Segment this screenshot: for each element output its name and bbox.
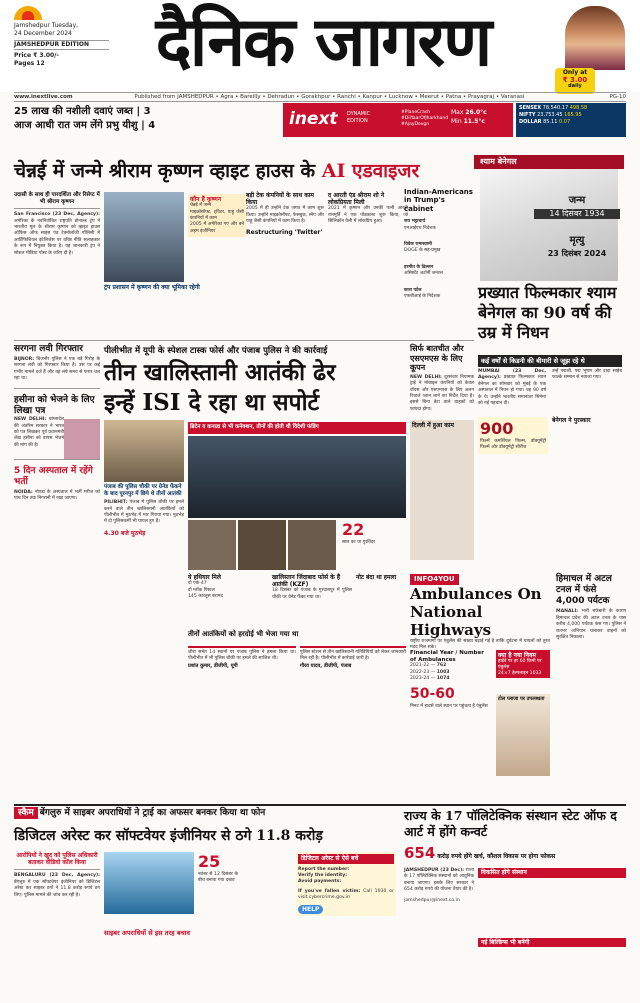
cover-model-photo (565, 6, 625, 70)
quote-box: जीरा समेत 14 स्थानों पर पंजाब पुलिस ने हमला किया था। पीलीभीत में भी पुलिस चौकी पर हमले की साजिश थी। प्रशांत कुमार, डीजीपी, यूपी (188, 646, 296, 669)
cabinet-person: जय भट्टाचार्य एनआईएच निदेशक (404, 219, 436, 231)
arrest-photo (188, 436, 406, 518)
weather: Max 26.0°c Min 11.5°c (451, 109, 487, 125)
inext-brand: inext (289, 109, 338, 129)
story-title[interactable]: हसीना को भेजने के लिए लिखा पत्र (14, 395, 95, 417)
scam-headline[interactable]: डिजिटल अरेस्ट कर सॉफ्टवेयर इंजीनियर से ठगे 11.8 करोड़ (14, 828, 323, 844)
cabinet-person: विवेक रामास्वामी DOGE के सह-प्रमुख (404, 242, 441, 254)
scam-kicker: स्कैम बेंगलुरु में साइबर अपराधियों ने ट्राई का अफसर बनकर किया था फोन (14, 808, 404, 824)
newspaper-title: दैनिक जागरण (155, 2, 491, 82)
publisher-bar (14, 92, 626, 102)
hasina-photo (64, 419, 100, 459)
films-count: 900 (480, 419, 514, 438)
trai-story: सिर्फ बातचीत और एसएमएस के लिए कूपन NEW DELHI: दूरसंचार नियामक ट्राई ने मोबाइल कंपनियों को केवल वॉयस और एसएमएस के लिए अलग रिचार्ज प्लान लाने का निर्देश दिया है। इससे बिना डेटा वाले ग्राहकों को फायदा होगा। (410, 344, 474, 412)
khalistan-headline[interactable]: तीन खालिस्तानी आतंकी ढेर इन्हें ISI दे रहा था सपोर्ट (104, 359, 336, 416)
scam-left: आरोपियों ने खुद को पुलिस अधिकारी बताकर वीडियो कॉल किया BENGALURU (23 Dec, Agency): बेंगलुरु में एक सॉफ्टवेयर इंजीनियर को डिजिटल अरेस्ट कर साइबर ठगों ने 11.8 करोड़ रुपये ठग लिए। पुलिस मामले की जांच कर रही है। (14, 852, 100, 898)
ambulance-table: Financial Year / Number of Ambulances 2021-22 — 762 2022-23 — 1003 2023-24 — 1074 50-60 मिनट में हादसे वाले स्थान पर पहुंचता है एंबुलेंस (410, 650, 492, 710)
digital-arrest-tips: डिजिटल अरेस्ट से ऐसे बचें Report the number: Verify the identity: Avoid payments: If you've fallen victim: Call 1930 or visit cybercrime.gov.in HELP (296, 852, 396, 916)
tourist-story: हिमाचल में अटल टनल में फंसे 4,000 पर्यटक MANALI: भारी बर्फबारी के कारण हिमाचल प्रदेश की अटल टनल के पास करीब 4,000 पर्यटक फंस गए। पुलिस ने रातभर अभियान चलाकर वाहनों को सुरक्षित निकाला। (556, 574, 626, 641)
connection-strip: ब्रिटेन व कनाडा से भी कनेक्शन, तीनों की होती थी विदेशी फंडिंग (188, 422, 406, 434)
trai-side-box: दिल्ली में हुआ काम (410, 420, 474, 560)
terrorist-photo-3 (288, 520, 336, 570)
masthead (0, 0, 640, 92)
story-title[interactable]: 5 दिन अस्पताल में रहेंगे भर्ती (14, 466, 93, 487)
quote-box: पुलिस स्टेशन से तीन खालिस्तानी गतिविधियों को लेकर जानकारी मिल रही है। पीलीभीत में कार्रवाई जारी है। गौरव यादव, डीजीपी, पंजाब (300, 646, 406, 669)
ambulance-illustration: टोल प्लाजा पर उपलब्धता (496, 694, 550, 776)
table-row: 2022-23 — 1003 (410, 669, 450, 675)
krishnan-photo (104, 192, 184, 282)
lead-headline[interactable]: चेन्नई में जन्मे श्रीराम कृष्णन व्हाइट हाउस के AI एडवाइजर (14, 160, 420, 182)
lead-left-column: उदासी के साथ ही पारदर्शिता और रिसेप्ट में भी श्रीराम कृष्णन San Francisco (23 Dec, Agency): अमेरिका के नवनिर्वाचित राष्ट्रपति डोनाल्ड ट्रंप ने भारतीय मूल के श्रीराम कृष्णन को व्हाइट हाउस ऑफिस ऑफ साइंस एंड टेक्नोलॉजी पॉलिसी में आर्टिफिशियल इंटेलिजेंस पर वरिष्ठ नीति सलाहकार के रूप में नियुक्त किया है। यह जानकारी ट्रंप ने सोशल मीडिया पोस्ट के जरिए दी है। (14, 192, 100, 256)
cabinet-person: काश पटेल एफबीआई के निदेशक (404, 287, 441, 300)
who-box: कौन हैं कृष्णन चेन्नई में जन्म माइक्रोसॉफ्ट, ट्विटर, याहू जैसी कंपनियों में काम 2005 में अमेरिका गए और बने अहम इंजीनियर (188, 194, 246, 237)
polytechnic-headline[interactable]: राज्य के 17 पॉलिटेक्निक संस्थान स्टेट ऑफ द आर्ट में होंगे कन्वर्ट (404, 808, 617, 839)
publisher-list: Published from JAMSHEDPUR • Agra • Bareilly • Dehradun • Gorakhpur • Ranchi • Kanpur • Lucknow • Meerut • Patna • Prayagraj • Varanasi (134, 94, 525, 100)
khalistan-photo (104, 420, 184, 482)
lead-col2: बड़ी टेक कंपनियों के साथ काम किया 2005 में ही उन्होंने टेक जगत में काम शुरू किया। उन्होंने माइक्रोसॉफ्ट, फेसबुक, स्नैप और याहू जैसी कंपनियों में काम किया है। Restructuring 'Twitter' (246, 192, 324, 236)
edition-info: Jamshedpur Tuesday, 24 December 2024 JAMSHEDPUR EDITION Price ₹ 3.00/- Pages 12 (14, 22, 109, 68)
obituary-tag: श्याम बेनेगल (474, 155, 624, 169)
inext-edition: DYNAMIC EDITION (347, 111, 371, 124)
price-badge: Only at ₹ 3.00 daily (555, 68, 595, 94)
highway-box: INFO4YOU Ambulances On National Highways राष्ट्रीय राजमार्गों पर एंबुलेंस की संख्या बढ़ाई गई है ताकि दुर्घटना में घायलों को तुरंत मदद मिल सके। (410, 575, 550, 651)
market-box: SENSEX 78,540.17 498.58 NIFTY 23,753.45 165.95 DOLLAR 85.11 0.07 (516, 103, 626, 137)
table-row: 2021-22 — 762 (410, 663, 447, 669)
minutes-badge: 50-60 (410, 686, 455, 703)
story-title[interactable]: सरगना लवी गिरफ्तार (14, 344, 83, 354)
new-rule-box: क्या है नया नियम हाईवे पर हर 60 किमी पर एंबुलेंस 24×7 हेल्पलाइन 1033 (496, 650, 550, 678)
jagran-sun-logo-icon (14, 6, 42, 20)
site-link[interactable]: www.inextlive.com (14, 94, 73, 100)
contact-email: jamshedpur@inext.co.in (404, 897, 460, 903)
days-badge: 25 (198, 852, 221, 871)
crore-badge: 654 (404, 844, 436, 862)
weapons-box: ये हथियार मिले दो एके-47 दो ग्लॉक पिस्टल 145 कारतूस बरामद (188, 574, 223, 600)
tips-box: साइबर अपराधियों से इस तरह बचाव (104, 929, 191, 937)
table-row: 2023-24 — 1074 (410, 676, 450, 682)
obituary-section: श्याम बेनेगल जन्म 14 दिसंबर 1934 मृत्यु 23 दिसंबर 2024 प्रख्यात फिल्मकार श्याम बेनेगल का 90 वर्ष की उम्र में निधन कई वर्षों से किडनी की बीमारी से जूझ रहे थे MUMBAI (23 Dec, Agency): प्रख्यात फिल्मकार श्याम बेनेगल का सोमवार को मुंबई के एक अस्पताल में निधन हो गया। वह 90 वर्ष के थे। उन्होंने भारतीय समानांतर सिनेमा को नई पहचान दी। उन्हें पद्मश्री, पद्म भूषण और दादा साहेब फाल्के सम्मान से नवाजा गया। 900 फिल्में कमर्शियल फिल्म, डॉक्यूमेंट्री फिल्में और डॉक्यूमेंट्री सीरीज बेनेगल ने पुरस्कार (474, 155, 626, 515)
photo-caption: ट्रंप प्रशासन में कृष्णन की क्या भूमिका रहेगी (104, 284, 200, 291)
khalistan-sub: तीनों आतंकियों को हरदोई भी भेजा गया था (188, 630, 299, 638)
help-badge: HELP (298, 905, 323, 915)
cyber-illustration (104, 852, 194, 914)
killed-photos (188, 520, 338, 570)
age-badge: 22 (342, 520, 365, 539)
terrorist-photo-2 (238, 520, 286, 570)
inext-hashtags: #PlaneCrash #DilYaarOfJharkhand #AjayDevgn (401, 110, 449, 128)
teaser-list (14, 105, 314, 133)
cabinet-box: Indian-Americans in Trump's cabinet जय भट्टाचार्य एनआईएच निदेशक विवेक रामास्वामी DOGE के सह-प्रमुख हरमीत के ढिल्लन असिस्टेंट अटॉर्नी जनरल काश पटेल एफबीआई के निदेशक (404, 188, 473, 300)
obituary-headline[interactable]: प्रख्यात फिल्मकार श्याम बेनेगल का 90 वर्ष की उम्र में निधन (478, 283, 617, 342)
teaser-item[interactable]: आज आधी रात जम लेंगे प्रभु यीशु | 4 (14, 120, 156, 131)
terrorist-photo-1 (188, 520, 236, 570)
cabinet-person: हरमीत के ढिल्लन असिस्टेंट अटॉर्नी जनरल (404, 264, 443, 277)
page-ref: PG-10 (609, 94, 626, 100)
left-column: सरगना लवी गिरफ्तार BIJNOR: बिजनौर पुलिस ने एक बड़े गिरोह के सरगना लवी को गिरफ्तार किया है। उस पर कई गंभीर मामले दर्ज हैं और वह लंबे समय से फरार चल रहा था। हसीना को भेजने के लिए लिखा पत्र NEW DELHI: बांग्लादेश की अंतरिम सरकार ने भारत को पत्र लिखकर पूर्व प्रधानमंत्री शेख हसीना को वापस भेजने की मांग की है। 5 दिन अस्पताल में रहेंगे भर्ती NOIDA: नोएडा के अस्पताल में भर्ती मरीज को पांच दिन तक निगरानी में रखा जाएगा। (14, 344, 100, 502)
lead-col3: द आरती एंड श्रीराम शो ने लोकप्रियता मिली 2021 में कृष्णन और उनकी पत्नी आरती राममूर्ति ने एक पॉडकास्ट शुरू किया, जो सिलिकॉन वैली में लोकप्रिय हुआ। (328, 192, 408, 225)
khalistan-kicker: पीलीभीत में यूपी के स्पेशल टास्क फोर्स और पंजाब पुलिस ने की कार्रवाई (104, 346, 328, 356)
inext-banner (283, 103, 513, 137)
benegal-sketch (480, 169, 618, 281)
teaser-item[interactable]: 25 लाख की नशीली दवाएं जब्त | 3 (14, 106, 151, 117)
